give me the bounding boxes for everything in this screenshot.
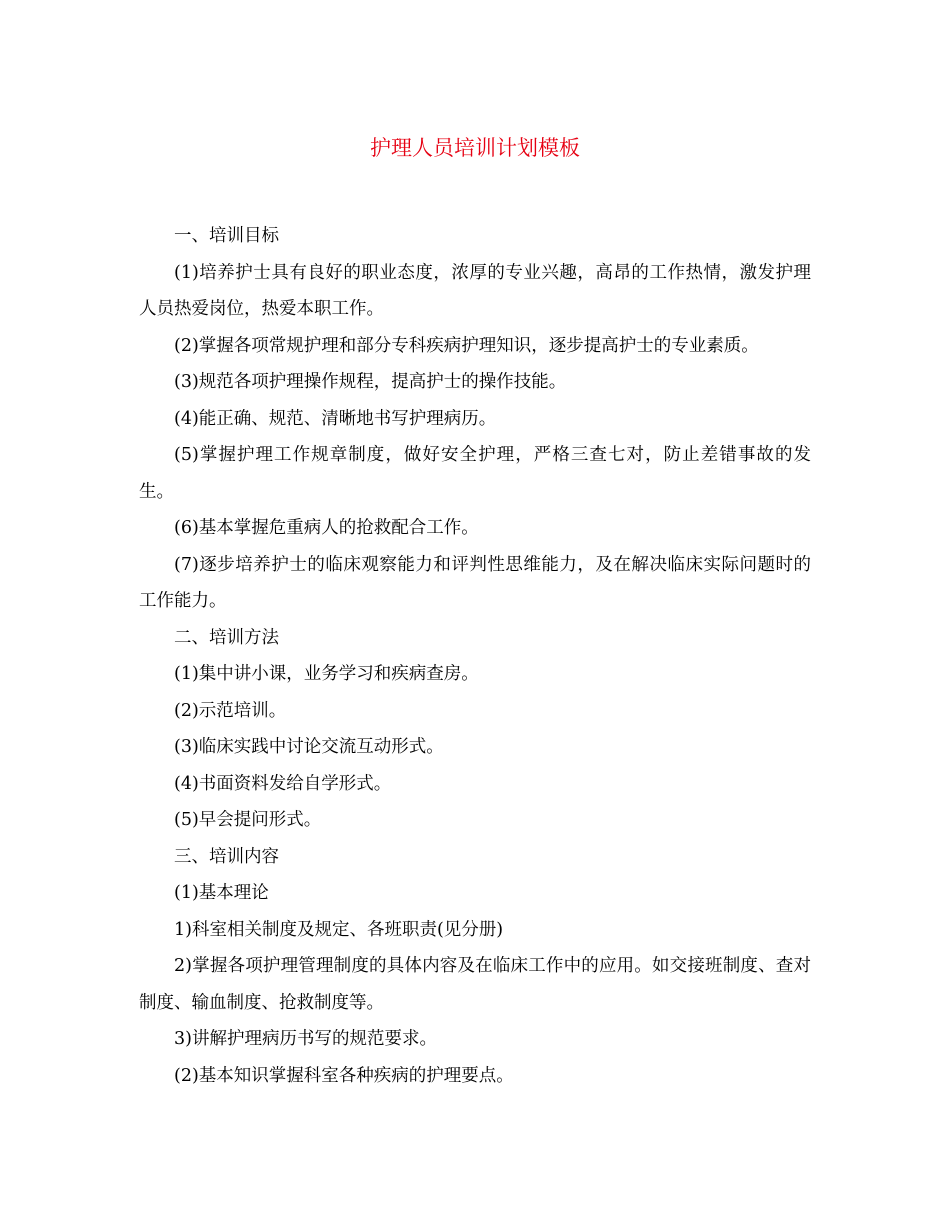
method-item-1: (1)集中讲小课，业务学习和疾病查房。 [174,664,479,684]
content-item-1: (1)基本理论 [174,883,269,903]
method-item-3: (3)临床实践中讨论交流互动形式。 [174,737,444,757]
goal-item-2: (2)掌握各项常规护理和部分专科疾病护理知识，逐步提高护士的专业素质。 [174,335,759,356]
content-subitem-2: 2)掌握各项护理管理制度的具体内容及在临床工作中的应用。如交接班制度、查对制度、输血制度、抢救制度等。 [139,956,811,1013]
goal-item-6: (6)基本掌握危重病人的抢救配合工作。 [174,518,479,538]
method-item-5: (5)早会提问形式。 [174,810,322,830]
goal-item-1: (1)培养护士具有良好的职业态度，浓厚的专业兴趣，高昂的工作热情，激发护理人员热爱岗位，热爱本职工作。 [139,262,811,319]
goal-item-3: (3)规范各项护理操作规程，提高护士的操作技能。 [174,372,567,392]
document-title: 护理人员培训计划模板 [370,136,580,160]
content-subitem-3: 3)讲解护理病历书写的规范要求。 [174,1029,437,1049]
method-item-4: (4)书面资料发给自学形式。 [174,773,392,794]
section-heading-goals: 一、培训目标 [174,226,279,246]
section-heading-methods: 二、培训方法 [174,627,279,648]
goal-item-5: (5)掌握护理工作规章制度，做好安全护理，严格三查七对，防止差错事故的发生。 [139,445,811,502]
goal-item-4: (4)能正确、规范、清晰地书写护理病历。 [174,408,497,429]
method-item-2: (2)示范培训。 [174,700,287,721]
content-item-2: (2)基本知识掌握科室各种疾病的护理要点。 [174,1065,514,1086]
document-body [139,218,811,1094]
content-subitem-1: 1)科室相关制度及规定、各班职责(见分册) [174,919,504,940]
goal-item-7: (7)逐步培养护士的临床观察能力和评判性思维能力，及在解决临床实际问题时的工作能力。 [139,554,811,611]
section-heading-content: 三、培训内容 [174,846,279,867]
